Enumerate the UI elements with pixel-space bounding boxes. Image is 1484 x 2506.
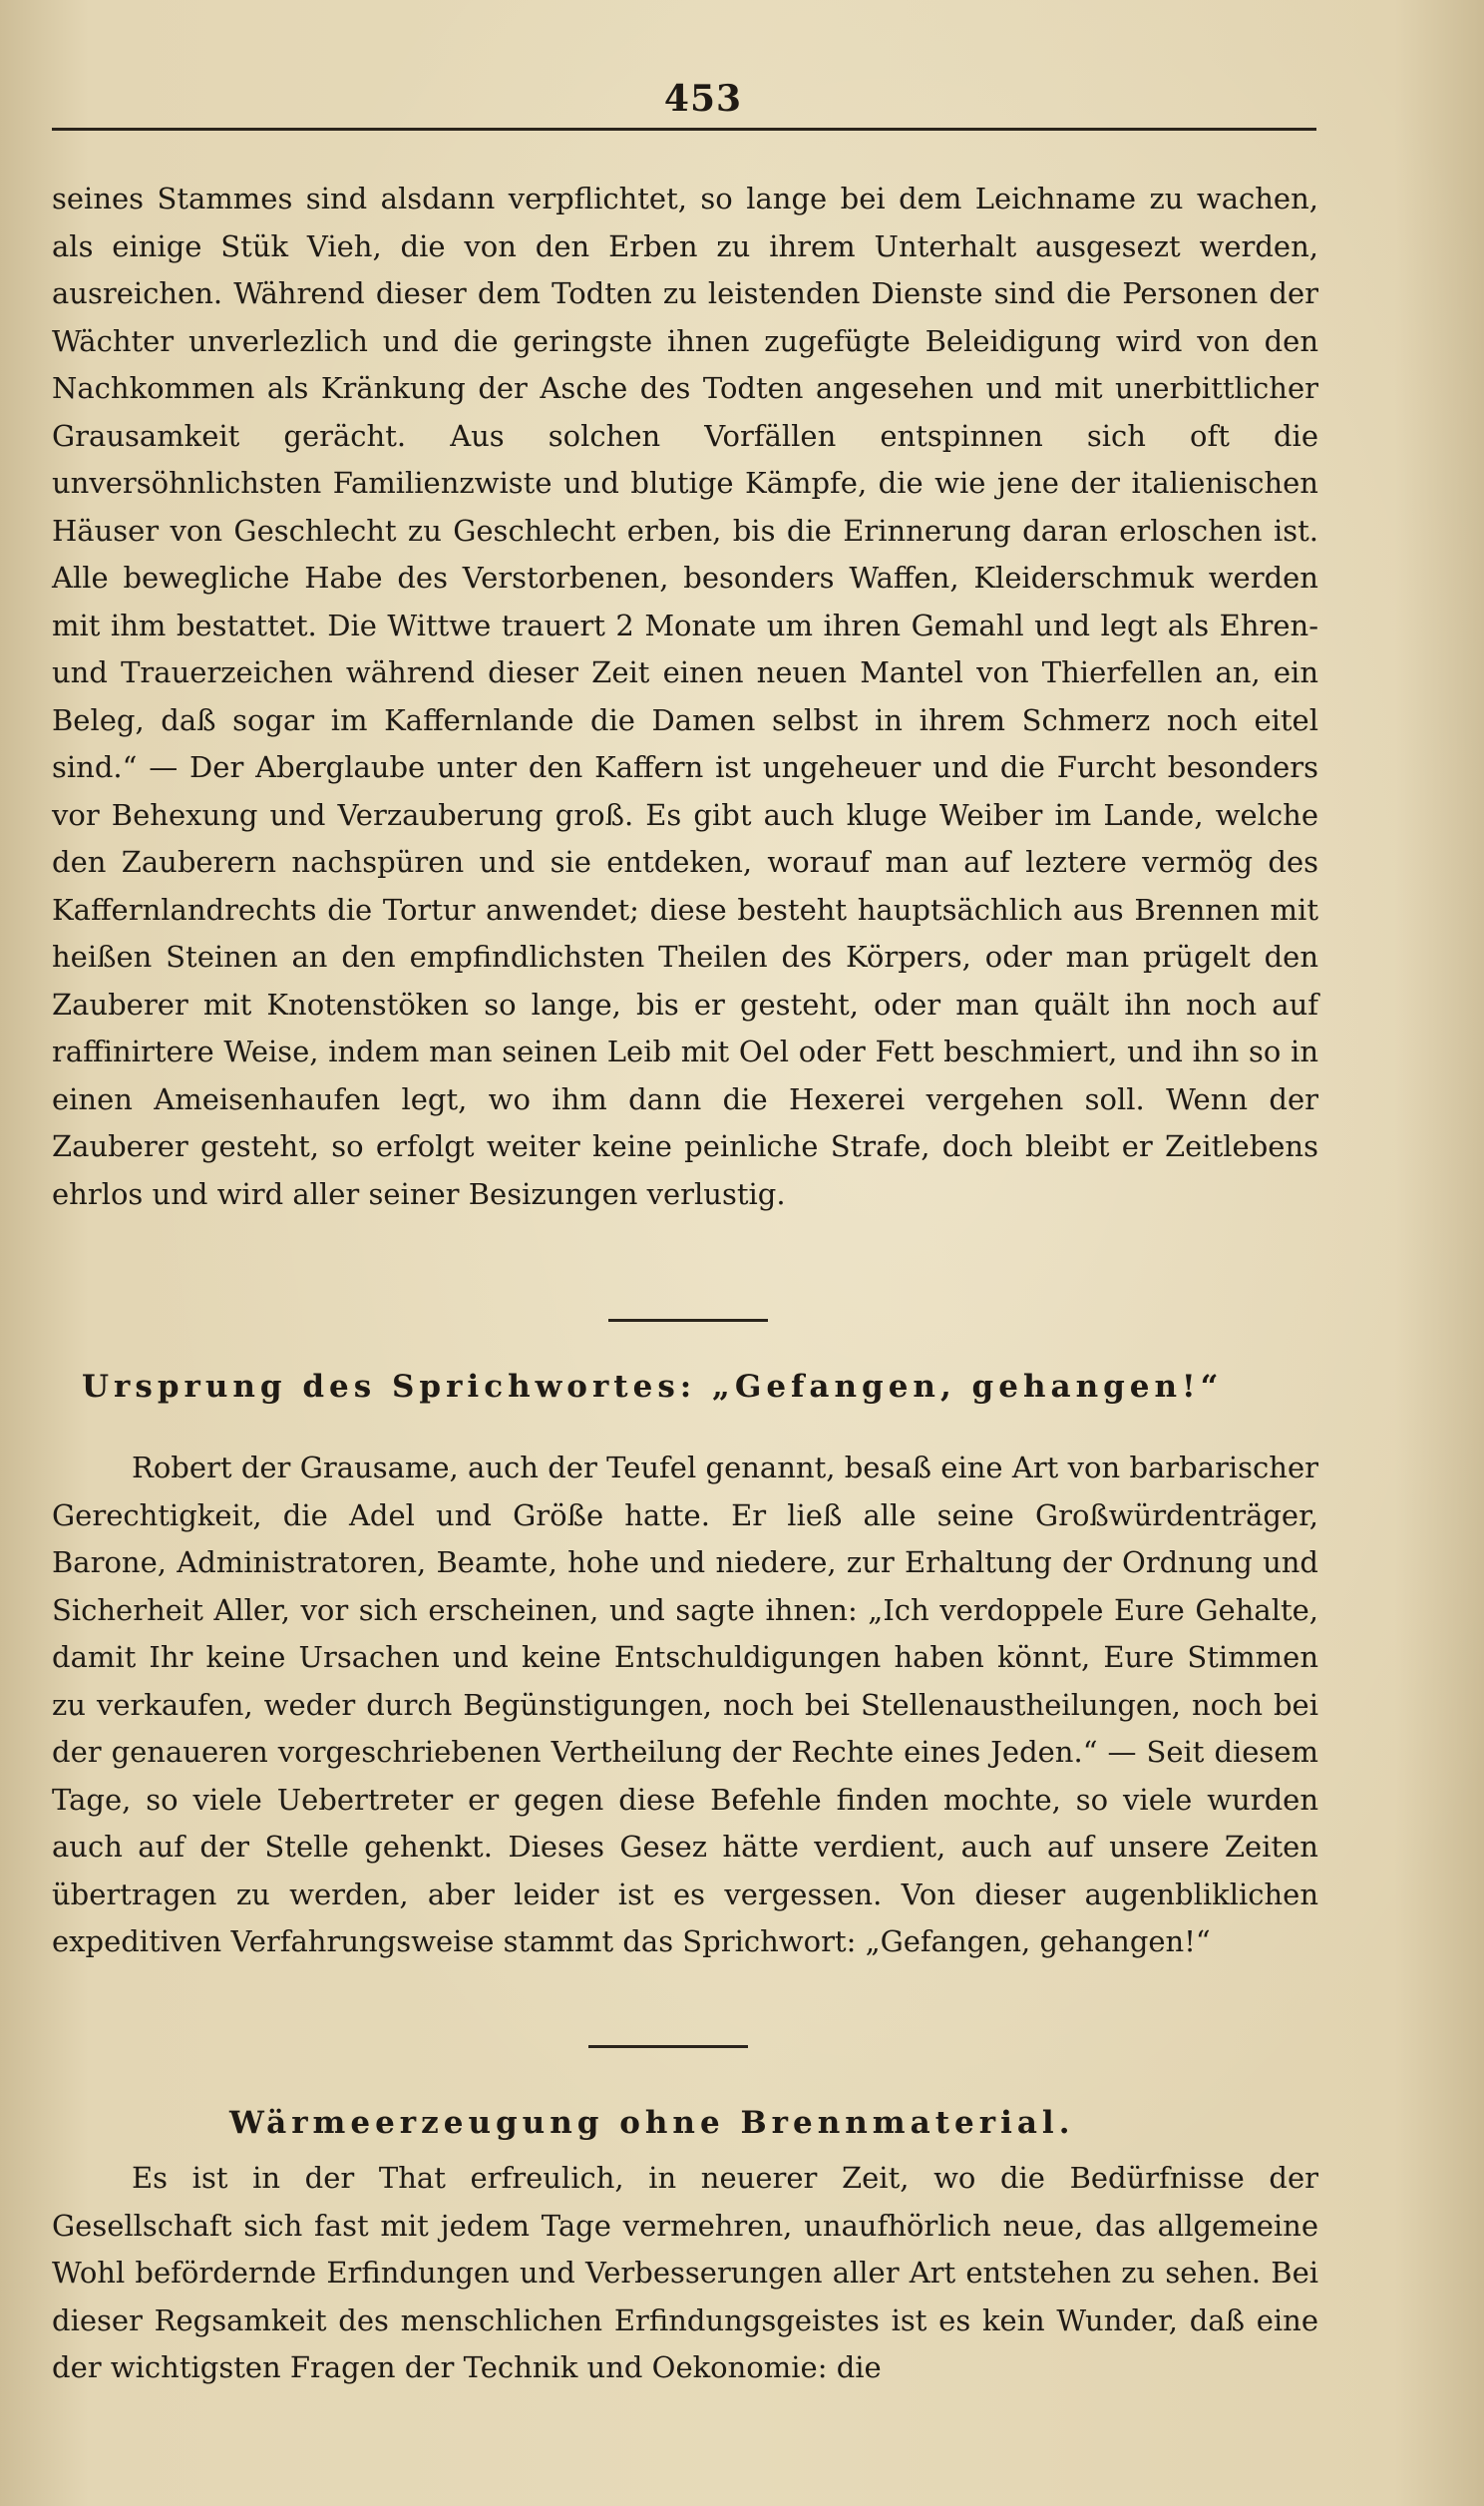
section-separator [608, 1319, 768, 1322]
paragraph: Es ist in der That erfreulich, in neuerer Zeit, wo die Bedürfnisse der Gesellschaft sich fast mit jedem Tage vermehren, unaufhörlich neue, das allgemeine Wohl befördernde Erfindungen und Verbesserungen aller Art entstehen zu sehen. Bei dieser Regsamkeit des menschlichen Erfindungsgeistes ist es kein Wunder, daß eine der wichtigsten Fragen der Technik und Oekonomie: die [52, 2161, 1318, 2384]
section-separator [588, 2045, 748, 2048]
paragraph: seines Stammes sind alsdann verpflichtet, so lange bei dem Leichname zu wachen, als einige Stük Vieh, die von den Erben zu ihrem Unterhalt ausgesezt werden, ausreichen. Während dieser dem Todten zu leistenden Dienste sind die Personen der Wächter unverlezlich und die geringste ihnen zugefügte Beleidigung wird von den Nachkommen als Kränkung der Asche des Todten angesehen und mit unerbittlicher Grausamkeit gerächt. Aus solchen Vorfällen entspinnen sich oft die unversöhnlichsten Familienzwiste und blutige Kämpfe, die wie jene der italienischen Häuser von Geschlecht zu Geschlecht erben, bis die Erinnerung daran erloschen ist. Alle bewegliche Habe des Verstorbenen, besonders Waffen, Kleiderschmuk werden mit ihm bestattet. Die Wittwe trauert 2 Monate um ihren Gemahl und legt als Ehren- und Trauerzeichen während dieser Zeit einen neuen Mantel von Thierfellen an, ein Beleg, daß sogar im Kaffernlande die Damen selbst in ihrem Schmerz noch eitel sind.“ — Der Aberglaube unter den Kaffern ist ungeheuer und die Furcht besonders vor Behexung und Verzauberung groß. Es gibt auch kluge Weiber im Lande, welche den Zauberern nachspüren und sie entdeken, worauf man auf leztere vermög des Kaffernlandrechts die Tortur anwendet; diese besteht hauptsächlich aus Brennen mit heißen Steinen an den empfindlichsten Theilen des Körpers, oder man prügelt den Zauberer mit Knotenstöken so lange, bis er gesteht, oder man quält ihn noch auf raffinirtere Weise, indem man seinen Leib mit Oel oder Fett beschmiert, und ihn so in einen Ameisenhaufen legt, wo ihm dann die Hexerei vergehen soll. Wenn der Zauberer gesteht, so erfolgt weiter keine peinliche Strafe, doch bleibt er Zeitlebens ehrlos und wird aller seiner Besizungen verlustig. [52, 182, 1318, 1211]
text-block-proverb [52, 1445, 1318, 1966]
header-rule [52, 128, 1316, 131]
section-heading-heat: Wärmeerzeugung ohne Brennmaterial. [229, 2105, 1075, 2141]
text-block-burial-customs [52, 176, 1318, 1218]
text-block-heat [52, 2155, 1318, 2392]
paragraph: Robert der Grausame, auch der Teufel genannt, besaß eine Art von barbarischer Gerechtigkeit, die Adel und Größe hatte. Er ließ alle seine Großwürdenträger, Barone, Administratoren, Beamte, hohe und niedere, zur Erhaltung der Ordnung und Sicherheit Aller, vor sich erscheinen, und sagte ihnen: „Ich verdoppele Eure Gehalte, damit Ihr keine Ursachen und keine Entschuldigungen haben könnt, Eure Stimmen zu verkaufen, weder durch Begünstigungen, noch bei Stellenaustheilungen, noch bei der genaueren vorgeschriebenen Vertheilung der Rechte eines Jeden.“ — Seit diesem Tage, so viele Uebertreter er gegen diese Befehle finden mochte, so viele wurden auch auf der Stelle gehenkt. Dieses Gesez hätte verdient, auch auf unsere Zeiten übertragen zu werden, aber leider ist es vergessen. Von dieser augenbliklichen expeditiven Verfahrungsweise stammt das Sprichwort: „Gefangen, gehangen!“ [52, 1451, 1318, 1958]
section-heading-proverb: Ursprung des Sprichwortes: „Gefangen, gehangen!“ [82, 1369, 1224, 1405]
page-number: 453 [663, 78, 743, 120]
